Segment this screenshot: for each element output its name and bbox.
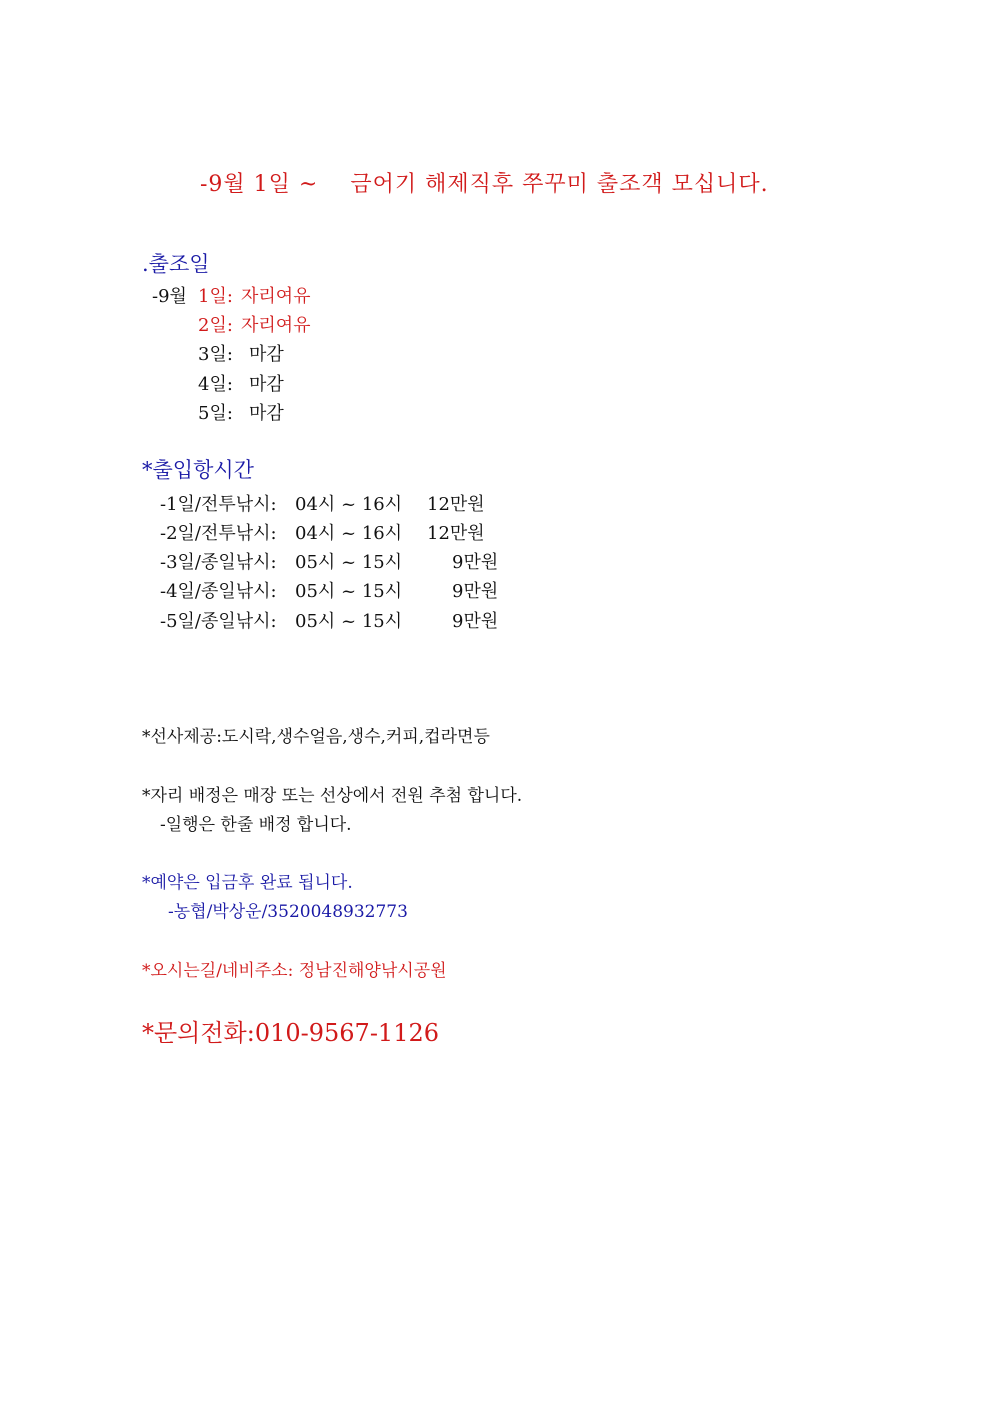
departure-day: 4일: xyxy=(198,374,233,395)
schedule-price: 12만원 xyxy=(427,523,485,544)
departure-heading: .출조일 xyxy=(142,252,210,276)
schedule-time: 04시 ~ 16시 xyxy=(295,523,403,544)
departure-day: 1일: xyxy=(198,286,233,307)
departure-status: 마감 xyxy=(249,344,284,365)
page-title: -9월 1일 ~ 금어기 해제직후 쭈꾸미 출조객 모십니다. xyxy=(200,172,769,197)
departure-day: 2일: xyxy=(198,315,233,336)
schedule-time: 05시 ~ 15시 xyxy=(295,611,403,632)
schedule-time: 04시 ~ 16시 xyxy=(295,494,403,515)
directions: *오시는길/네비주소: 정남진해양낚시공원 xyxy=(142,961,447,981)
departure-status: 마감 xyxy=(249,403,284,424)
departure-status: 마감 xyxy=(249,374,284,395)
departure-month: -9월 xyxy=(152,286,187,307)
schedule-price: 12만원 xyxy=(427,494,485,515)
departure-day: 3일: xyxy=(198,344,233,365)
schedule-time: 05시 ~ 15시 xyxy=(295,552,403,573)
bank-account: -농협/박상운/3520048932773 xyxy=(168,902,408,922)
schedule-trip: -4일/종일낚시: xyxy=(160,581,277,602)
schedule-trip: -1일/전투낚시: xyxy=(160,494,277,515)
departure-status: 자리여유 xyxy=(241,286,311,307)
schedule-trip: -3일/종일낚시: xyxy=(160,552,277,573)
schedule-time: 05시 ~ 15시 xyxy=(295,581,403,602)
provided-items: *선사제공:도시락,생수얼음,생수,커피,컵라면등 xyxy=(142,727,490,747)
group-seating-note: -일행은 한줄 배정 합니다. xyxy=(160,815,352,835)
schedule-heading: *출입항시간 xyxy=(142,458,254,482)
schedule-price: 9만원 xyxy=(452,552,499,573)
contact-phone: *문의전화:010-9567-1126 xyxy=(142,1019,440,1047)
reservation-note: *예약은 입금후 완료 됩니다. xyxy=(142,873,353,893)
schedule-price: 9만원 xyxy=(452,611,499,632)
schedule-trip: -2일/전투낚시: xyxy=(160,523,277,544)
schedule-price: 9만원 xyxy=(452,581,499,602)
seating-note: *자리 배정은 매장 또는 선상에서 전원 추첨 합니다. xyxy=(142,786,523,806)
departure-status: 자리여유 xyxy=(241,315,311,336)
departure-day: 5일: xyxy=(198,403,233,424)
schedule-trip: -5일/종일낚시: xyxy=(160,611,277,632)
